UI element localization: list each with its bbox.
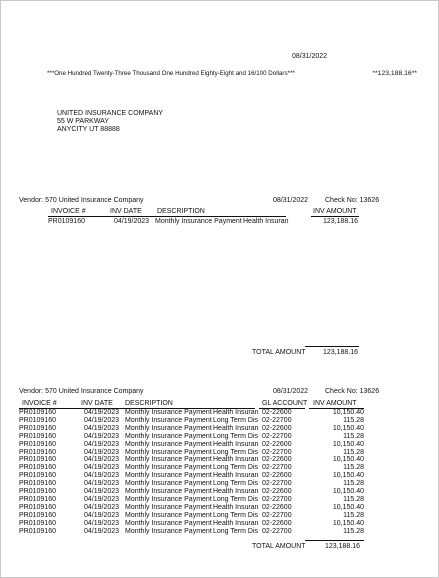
amount-cell: 115.28 — [343, 495, 364, 503]
table-row — [0, 520, 439, 528]
amount-cell: 115.28 — [343, 511, 364, 519]
invoice-cell: PR0109160 — [19, 511, 56, 519]
amount-cell: 10,150.40 — [332, 472, 364, 480]
gl-account-cell: 02-22600 — [262, 503, 292, 511]
stub1-header-inv-date: INV DATE — [110, 208, 142, 215]
inv-date-cell: 04/19/2023 — [84, 472, 120, 480]
amount-cell: 115.28 — [343, 464, 364, 472]
detail-cell: Long Term Dis — [213, 527, 259, 535]
invoice-cell: PR0109160 — [19, 472, 56, 480]
table-row — [0, 433, 439, 441]
invoice-cell: PR0109160 — [19, 416, 56, 424]
invoice-cell: PR0109160 — [19, 424, 56, 432]
table-row — [0, 417, 439, 425]
inv-date-cell: 04/19/2023 — [84, 456, 120, 464]
stub1-check-no: Check No: 13626 — [325, 197, 380, 204]
inv-date-cell: 04/19/2023 — [84, 432, 120, 440]
detail-cell: Health Insuran — [213, 409, 259, 416]
invoice-cell: PR0109160 — [19, 480, 56, 488]
invoice-cell: PR0109160 — [19, 464, 56, 472]
inv-date-cell: 04/19/2023 — [84, 480, 120, 488]
stub2-total-label: TOTAL AMOUNT — [252, 543, 306, 550]
invoice-cell: PR0109160 — [19, 519, 56, 527]
gl-account-cell: 02-22700 — [262, 511, 292, 519]
payee-address-line2: ANYCITY UT 88888 — [57, 126, 120, 133]
stub1-total-rule — [305, 346, 359, 347]
stub2-header-invoice: INVOICE # — [22, 400, 57, 407]
inv-date-cell: 04/19/2023 — [84, 424, 120, 432]
detail-cell: Health Insuran — [213, 488, 259, 495]
gl-account-cell: 02-22600 — [262, 519, 292, 527]
description-cell: Monthly Insurance Payment — [125, 472, 212, 480]
invoice-cell: PR0109160 — [19, 488, 56, 495]
amount-cell: 10,150.40 — [332, 409, 364, 416]
amount-cell: 10,150.40 — [332, 440, 364, 448]
gl-account-cell: 02-22600 — [262, 440, 292, 448]
inv-date-cell: 04/19/2023 — [84, 495, 120, 503]
amount-cell: 10,150.40 — [332, 488, 364, 495]
payee-address-line1: 55 W PARKWAY — [57, 118, 109, 125]
stub1-total-label: TOTAL AMOUNT — [252, 349, 306, 356]
detail-cell: Health Insuran — [213, 456, 259, 464]
inv-date-cell: 04/19/2023 — [84, 409, 120, 416]
stub2-check-no: Check No: 13626 — [325, 388, 380, 395]
table-row — [0, 409, 439, 417]
stub1-header-description: DESCRIPTION — [157, 208, 205, 215]
table-row — [0, 472, 439, 480]
table-row — [0, 464, 439, 472]
gl-account-cell: 02-22700 — [262, 495, 292, 503]
inv-date-cell: 04/19/2023 — [84, 448, 120, 456]
detail-cell: Health Insuran — [243, 218, 289, 225]
amount-cell: 123,188.16 — [322, 218, 358, 225]
detail-cell: Health Insuran — [213, 424, 259, 432]
description-cell: Monthly Insurance Payment — [155, 218, 242, 225]
detail-cell: Health Insuran — [213, 440, 259, 448]
detail-cell: Health Insuran — [213, 519, 259, 527]
inv-date-cell: 04/19/2023 — [84, 519, 120, 527]
gl-account-cell: 02-22600 — [262, 424, 292, 432]
check-amount-words: ***One Hundred Twenty-Three Thousand One Hundred Eighty-Eight and 16/100 Dollars*** — [47, 70, 295, 77]
description-cell: Monthly Insurance Payment — [125, 440, 212, 448]
amount-cell: 10,150.40 — [332, 503, 364, 511]
gl-account-cell: 02-22700 — [262, 416, 292, 424]
stub1-header-inv-amount: INV AMOUNT — [313, 208, 357, 215]
description-cell: Monthly Insurance Payment — [125, 424, 212, 432]
detail-cell: Long Term Dis — [213, 495, 259, 503]
payee-name: UNITED INSURANCE COMPANY — [57, 110, 164, 117]
invoice-cell: PR0109160 — [19, 432, 56, 440]
table-row — [0, 488, 439, 496]
stub2-total-rule — [305, 540, 364, 541]
inv-date-cell: 04/19/2023 — [114, 218, 150, 225]
stub2-date: 08/31/2022 — [273, 388, 309, 395]
table-row — [0, 496, 439, 504]
description-cell: Monthly Insurance Payment — [125, 432, 212, 440]
description-cell: Monthly Insurance Payment — [125, 519, 212, 527]
description-cell: Monthly Insurance Payment — [125, 480, 212, 488]
invoice-cell: PR0109160 — [19, 503, 56, 511]
invoice-cell: PR0109160 — [19, 448, 56, 456]
check-date: 08/31/2022 — [292, 53, 328, 60]
table-row — [0, 528, 439, 536]
invoice-cell: PR0109160 — [19, 440, 56, 448]
gl-account-cell: 02-22700 — [262, 527, 292, 535]
description-cell: Monthly Insurance Payment — [125, 409, 212, 416]
inv-date-cell: 04/19/2023 — [84, 527, 120, 535]
stub1-vendor: Vendor: 570 United Insurance Company — [19, 197, 144, 204]
table-row — [0, 504, 439, 512]
detail-cell: Health Insuran — [213, 503, 259, 511]
amount-cell: 115.28 — [343, 432, 364, 440]
table-row — [0, 456, 439, 464]
detail-cell: Long Term Dis — [213, 480, 259, 488]
stub2-header-inv-amount: INV AMOUNT — [313, 400, 357, 407]
gl-account-cell: 02-22700 — [262, 432, 292, 440]
description-cell: Monthly Insurance Payment — [125, 488, 212, 495]
stub2-header-inv-date: INV DATE — [81, 400, 113, 407]
gl-account-cell: 02-22700 — [262, 480, 292, 488]
detail-cell: Health Insuran — [213, 472, 259, 480]
table-row — [0, 480, 439, 488]
description-cell: Monthly Insurance Payment — [125, 503, 212, 511]
invoice-cell: PR0109160 — [48, 218, 85, 225]
inv-date-cell: 04/19/2023 — [84, 488, 120, 495]
check-amount: **123,188.16** — [372, 70, 417, 77]
stub1-header-invoice: INVOICE # — [51, 208, 86, 215]
amount-cell: 115.28 — [343, 416, 364, 424]
description-cell: Monthly Insurance Payment — [125, 456, 212, 464]
detail-cell: Long Term Dis — [213, 448, 259, 456]
table-row — [0, 441, 439, 449]
stub1-total-amount: 123,188.16 — [322, 349, 358, 356]
detail-cell: Long Term Dis — [213, 432, 259, 440]
description-cell: Monthly Insurance Payment — [125, 416, 212, 424]
invoice-cell: PR0109160 — [19, 527, 56, 535]
inv-date-cell: 04/19/2023 — [84, 416, 120, 424]
stub1-date: 08/31/2022 — [273, 197, 309, 204]
table-row — [0, 425, 439, 433]
detail-cell: Long Term Dis — [213, 464, 259, 472]
table-row — [0, 449, 439, 457]
detail-cell: Long Term Dis — [213, 511, 259, 519]
invoice-cell: PR0109160 — [19, 495, 56, 503]
table-row — [0, 218, 439, 226]
stub1-header-rule-amount — [311, 216, 359, 217]
description-cell: Monthly Insurance Payment — [125, 495, 212, 503]
gl-account-cell: 02-22600 — [262, 472, 292, 480]
invoice-cell: PR0109160 — [19, 456, 56, 464]
inv-date-cell: 04/19/2023 — [84, 440, 120, 448]
amount-cell: 10,150.40 — [332, 519, 364, 527]
gl-account-cell: 02-22700 — [262, 464, 292, 472]
amount-cell: 10,150.40 — [332, 456, 364, 464]
inv-date-cell: 04/19/2023 — [84, 511, 120, 519]
description-cell: Monthly Insurance Payment — [125, 448, 212, 456]
inv-date-cell: 04/19/2023 — [84, 464, 120, 472]
stub1-header-rule — [48, 216, 286, 217]
description-cell: Monthly Insurance Payment — [125, 464, 212, 472]
gl-account-cell: 02-22600 — [262, 409, 292, 416]
amount-cell: 115.28 — [343, 448, 364, 456]
detail-cell: Long Term Dis — [213, 416, 259, 424]
stub2-header-gl-account: GL ACCOUNT — [262, 400, 308, 407]
gl-account-cell: 02-22600 — [262, 488, 292, 495]
inv-date-cell: 04/19/2023 — [84, 503, 120, 511]
stub2-total-amount: 123,188.16 — [324, 543, 360, 550]
stub2-header-description: DESCRIPTION — [125, 400, 173, 407]
invoice-cell: PR0109160 — [19, 409, 56, 416]
table-row — [0, 512, 439, 520]
amount-cell: 115.28 — [343, 480, 364, 488]
gl-account-cell: 02-22600 — [262, 456, 292, 464]
description-cell: Monthly Insurance Payment — [125, 511, 212, 519]
gl-account-cell: 02-22700 — [262, 448, 292, 456]
amount-cell: 10,150.40 — [332, 424, 364, 432]
stub2-vendor: Vendor: 570 United Insurance Company — [19, 388, 144, 395]
description-cell: Monthly Insurance Payment — [125, 527, 212, 535]
amount-cell: 115.28 — [343, 527, 364, 535]
